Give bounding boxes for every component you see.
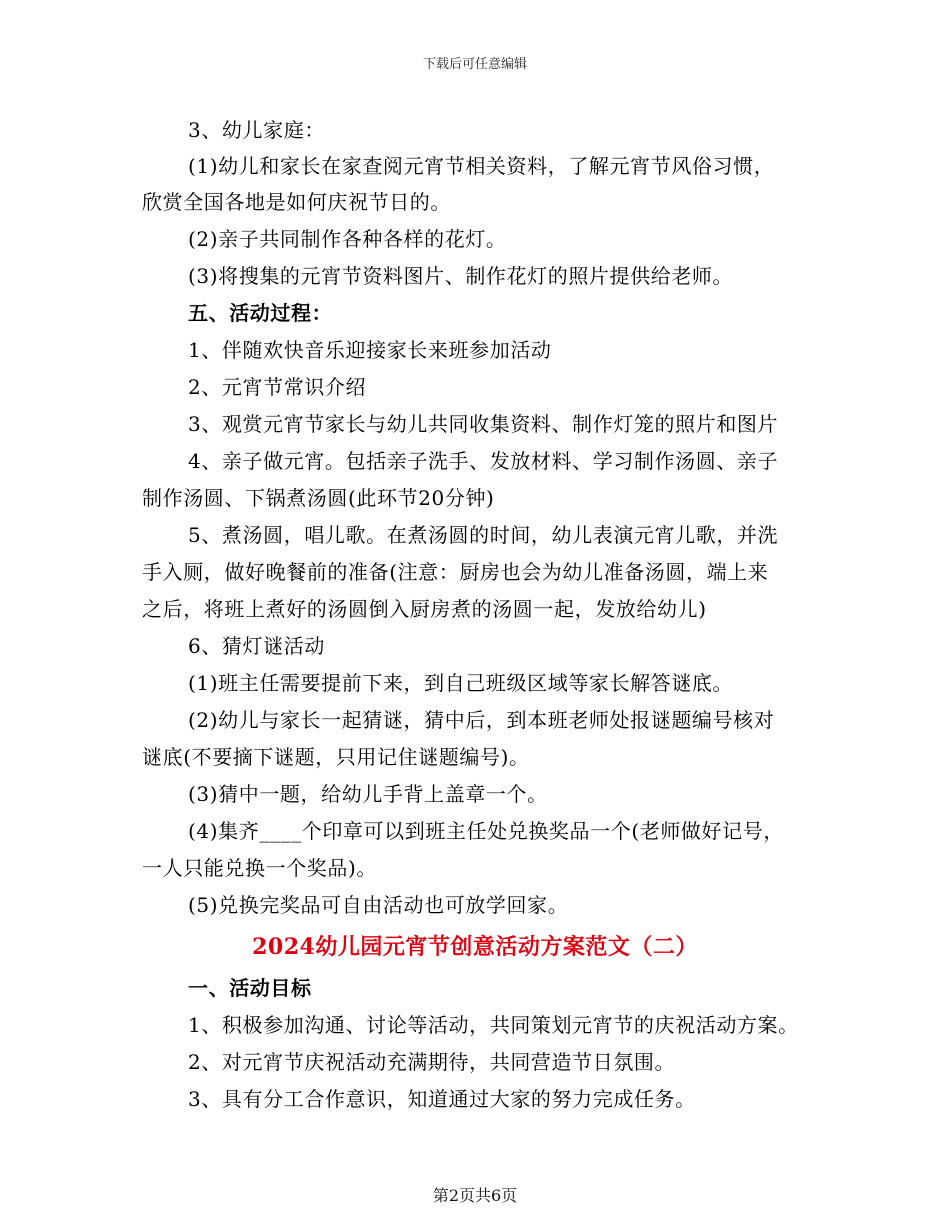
page-header: 下载后可任意编辑 (422, 57, 527, 72)
text-line: 一人只能兑换一个奖品)。 (142, 856, 378, 880)
section-title: 2024幼儿园元宵节创意活动方案范文（二） (252, 934, 698, 960)
text-line: (4)集齐____个印章可以到班主任处兑换奖品一个(老师做好记号， (188, 819, 784, 843)
text-line: 谜底(不要摘下谜题，只用记住谜题编号)。 (142, 745, 530, 769)
section-heading: 一、活动目标 (188, 976, 312, 1000)
text-line: 2、对元宵节庆祝活动充满期待，共同营造节日氛围。 (188, 1050, 676, 1074)
text-line: 3、观赏元宵节家长与幼儿共同收集资料、制作灯笼的照片和图片 (188, 412, 779, 436)
text-line: (5)兑换完奖品可自由活动也可放学回家。 (188, 893, 569, 917)
text-line: 3、幼儿家庭： (188, 118, 325, 142)
text-line: 2、元宵节常识介绍 (188, 375, 367, 399)
text-line: 制作汤圆、下锅煮汤圆(此环节20分钟) (142, 486, 495, 510)
text-line: 欣赏全国各地是如何庆祝节日的。 (142, 190, 451, 214)
text-line: 4、亲子做元宵。包括亲子洗手、发放材料、学习制作汤圆、亲子 (188, 449, 779, 473)
text-line: 手入厕，做好晚餐前的准备(注意：厨房也会为幼儿准备汤圆，端上来 (142, 560, 769, 584)
text-line: (1)班主任需要提前下来，到自己班级区域等家长解答谜底。 (188, 671, 734, 695)
text-line: (1)幼儿和家长在家查阅元宵节相关资料，了解元宵节风俗习惯， (188, 154, 775, 178)
text-line: (2)幼儿与家长一起猜谜，猜中后，到本班老师处报谜题编号核对 (188, 708, 775, 732)
text-line: 5、煮汤圆，唱儿歌。在煮汤圆的时间，幼儿表演元宵儿歌，并洗 (188, 523, 779, 547)
text-line: 1、伴随欢快音乐迎接家长来班参加活动 (188, 338, 552, 362)
page-footer: 第2页共6页 (432, 1186, 518, 1205)
text-line: (2)亲子共同制作各种各样的花灯。 (188, 227, 507, 251)
text-line: (3)猜中一题，给幼儿手背上盖章一个。 (188, 782, 548, 806)
section-heading: 五、活动过程： (188, 301, 333, 325)
text-line: 1、积极参加沟通、讨论等活动，共同策划元宵节的庆祝活动方案。 (188, 1013, 799, 1037)
text-line: (3)将搜集的元宵节资料图片、制作花灯的照片提供给老师。 (188, 264, 734, 288)
text-line: 之后，将班上煮好的汤圆倒入厨房煮的汤圆一起，发放给幼儿) (142, 597, 707, 621)
text-line: 6、猜灯谜活动 (188, 634, 325, 658)
text-line: 3、具有分工合作意识，知道通过大家的努力完成任务。 (188, 1087, 696, 1111)
